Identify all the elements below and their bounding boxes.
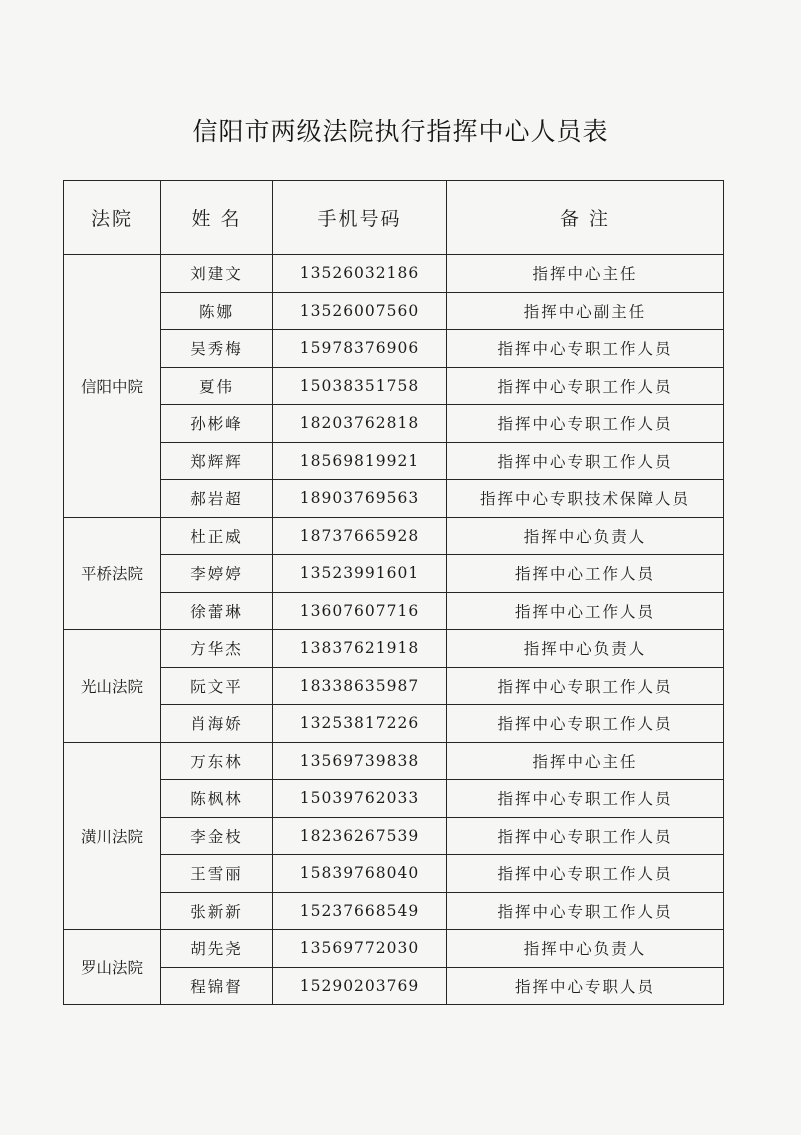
name-cell: 郑辉辉 [161, 442, 273, 480]
note-cell: 指挥中心主任 [447, 742, 724, 780]
note-cell: 指挥中心专职工作人员 [447, 892, 724, 930]
name-cell: 李婷婷 [161, 555, 273, 593]
phone-cell: 18203762818 [273, 405, 447, 443]
name-cell: 万东林 [161, 742, 273, 780]
table-header-row [64, 181, 724, 255]
note-cell: 指挥中心专职工作人员 [447, 855, 724, 893]
note-cell: 指挥中心专职技术保障人员 [447, 480, 724, 518]
name-cell: 郝岩超 [161, 480, 273, 518]
note-cell: 指挥中心专职工作人员 [447, 705, 724, 743]
note-cell: 指挥中心专职工作人员 [447, 405, 724, 443]
name-cell: 李金枝 [161, 817, 273, 855]
table-row [64, 967, 724, 1005]
note-cell: 指挥中心主任 [447, 255, 724, 293]
court-cell: 潢川法院 [64, 742, 161, 930]
phone-cell: 15237668549 [273, 892, 447, 930]
table-row [64, 292, 724, 330]
table-body [64, 255, 724, 1005]
phone-cell: 13569739838 [273, 742, 447, 780]
phone-cell: 13253817226 [273, 705, 447, 743]
phone-cell: 15839768040 [273, 855, 447, 893]
note-cell: 指挥中心副主任 [447, 292, 724, 330]
phone-cell: 13837621918 [273, 630, 447, 668]
phone-cell: 18569819921 [273, 442, 447, 480]
name-cell: 肖海娇 [161, 705, 273, 743]
name-cell: 王雪丽 [161, 855, 273, 893]
phone-cell: 15039762033 [273, 780, 447, 818]
phone-cell: 13526032186 [273, 255, 447, 293]
table-row [64, 667, 724, 705]
phone-cell: 13526007560 [273, 292, 447, 330]
name-cell: 孙彬峰 [161, 405, 273, 443]
name-cell: 阮文平 [161, 667, 273, 705]
note-cell: 指挥中心专职工作人员 [447, 667, 724, 705]
table-row [64, 855, 724, 893]
table-row [64, 517, 724, 555]
document-title: 信阳市两级法院执行指挥中心人员表 [192, 117, 609, 146]
name-cell: 吴秀梅 [161, 330, 273, 368]
note-cell: 指挥中心专职工作人员 [447, 442, 724, 480]
note-cell: 指挥中心负责人 [447, 517, 724, 555]
name-cell: 夏伟 [161, 367, 273, 405]
name-cell: 陈枫林 [161, 780, 273, 818]
court-cell: 光山法院 [64, 630, 161, 743]
table-row [64, 330, 724, 368]
phone-cell: 13607607716 [273, 592, 447, 630]
name-cell: 杜正威 [161, 517, 273, 555]
phone-cell: 18737665928 [273, 517, 447, 555]
phone-cell: 13569772030 [273, 930, 447, 968]
phone-cell: 18236267539 [273, 817, 447, 855]
phone-cell: 15290203769 [273, 967, 447, 1005]
phone-cell: 18903769563 [273, 480, 447, 518]
table-row [64, 442, 724, 480]
court-cell: 平桥法院 [64, 517, 161, 630]
note-cell: 指挥中心工作人员 [447, 592, 724, 630]
table-row [64, 892, 724, 930]
table-row [64, 405, 724, 443]
name-cell: 徐蕾琳 [161, 592, 273, 630]
court-cell: 罗山法院 [64, 930, 161, 1005]
phone-cell: 18338635987 [273, 667, 447, 705]
note-cell: 指挥中心专职工作人员 [447, 780, 724, 818]
note-cell: 指挥中心专职工作人员 [447, 367, 724, 405]
header-name: 姓 名 [161, 181, 273, 255]
phone-cell: 15038351758 [273, 367, 447, 405]
phone-cell: 13523991601 [273, 555, 447, 593]
note-cell: 指挥中心工作人员 [447, 555, 724, 593]
table-row [64, 367, 724, 405]
note-cell: 指挥中心专职工作人员 [447, 817, 724, 855]
note-cell: 指挥中心负责人 [447, 630, 724, 668]
name-cell: 程锦督 [161, 967, 273, 1005]
header-note: 备 注 [447, 181, 724, 255]
note-cell: 指挥中心专职工作人员 [447, 330, 724, 368]
note-cell: 指挥中心专职人员 [447, 967, 724, 1005]
table-row [64, 930, 724, 968]
name-cell: 方华杰 [161, 630, 273, 668]
table-row [64, 817, 724, 855]
table-row [64, 480, 724, 518]
table-row [64, 255, 724, 293]
table-row [64, 630, 724, 668]
note-cell: 指挥中心负责人 [447, 930, 724, 968]
table-row [64, 555, 724, 593]
table-row [64, 780, 724, 818]
phone-cell: 15978376906 [273, 330, 447, 368]
name-cell: 刘建文 [161, 255, 273, 293]
name-cell: 张新新 [161, 892, 273, 930]
name-cell: 胡先尧 [161, 930, 273, 968]
table-row [64, 592, 724, 630]
header-court: 法院 [64, 181, 161, 255]
personnel-table [63, 180, 724, 1005]
name-cell: 陈娜 [161, 292, 273, 330]
court-cell: 信阳中院 [64, 255, 161, 518]
header-phone: 手机号码 [273, 181, 447, 255]
table-row [64, 705, 724, 743]
table-row [64, 742, 724, 780]
